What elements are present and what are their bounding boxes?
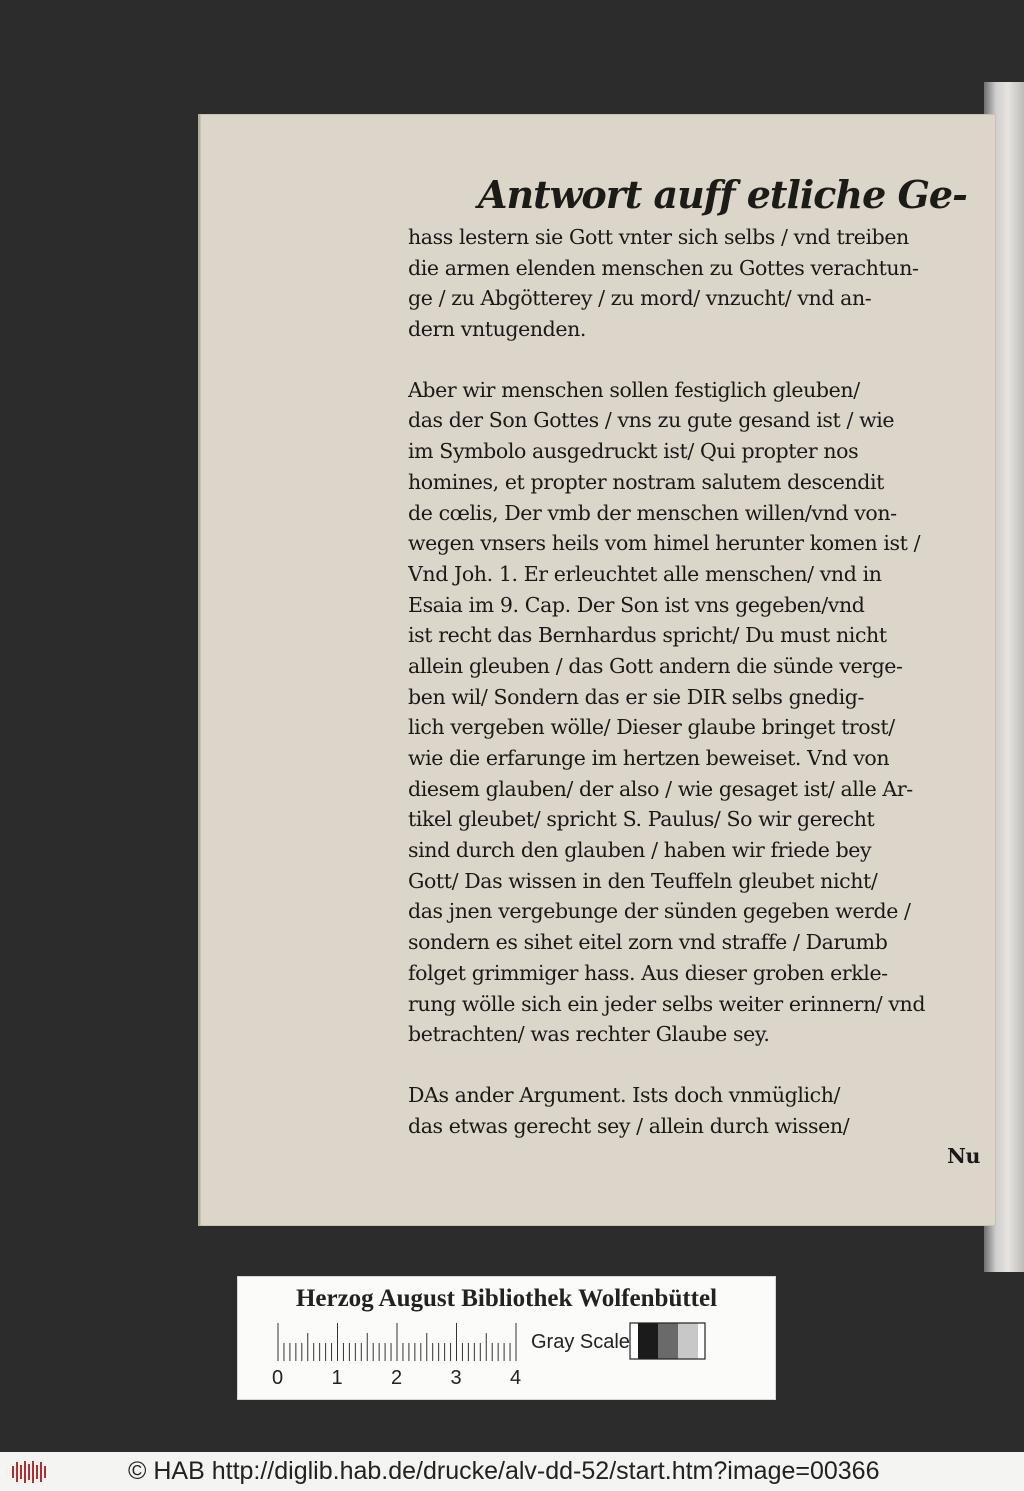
text-line: im Symbolo ausgedruckt ist/ Qui propter nos <box>408 439 859 464</box>
text-line: sind durch den glauben / haben wir friede bey <box>408 838 872 863</box>
text-line: betrachten/ was rechter Glaube sey. <box>408 1022 770 1047</box>
grayscale-label: Gray Scale <box>531 1331 630 1353</box>
text-line: wie die erfarunge im hertzen beweiset. Vnd von <box>408 746 890 770</box>
catchword: Nu <box>947 1144 980 1169</box>
grayscale-patch <box>678 1323 698 1359</box>
text-line: allein gleuben / das Gott andern die sünde verge- <box>408 653 903 678</box>
text-line: de cœlis, Der vmb der menschen willen/vnd von- <box>408 500 897 525</box>
text-line: sondern es sihet eitel zorn vnd straffe / Darumb <box>408 930 888 955</box>
ruler-number: 1 <box>331 1367 343 1389</box>
footer-bar <box>0 1452 1024 1491</box>
text-line: ge / zu Abgötterey / zu mord/ vnzucht/ vnd an- <box>408 286 872 311</box>
scale-card <box>237 1276 776 1400</box>
ruler-scale <box>238 1277 775 1399</box>
text-line: dern vntugenden. <box>408 317 587 342</box>
text-line: das jnen vergebunge der sünden gegeben werde / <box>408 899 911 924</box>
text-line: die armen elenden menschen zu Gottes verachtun- <box>408 255 919 280</box>
text-line: das etwas gerecht sey / allein durch wissen/ <box>408 1113 850 1138</box>
text-line: ben wil/ Sondern das er sie DIR selbs gnedig- <box>408 684 865 709</box>
running-header: Antwort auff etliche Ge- <box>478 172 967 217</box>
text-line: ist recht das Bernhardus spricht/ Du must nicht <box>408 623 887 648</box>
text-line: lich vergeben wölle/ Dieser glaube bringet trost/ <box>408 715 895 740</box>
text-line: DAs ander Argument. Ists doch vnmüglich/ <box>408 1082 841 1107</box>
text-line: Esaia im 9. Cap. Der Son ist vns gegeben/vnd <box>408 592 865 617</box>
text-line: Gott/ Das wissen in den Teuffeln gleubet nicht/ <box>408 868 878 893</box>
text-line: tikel gleubet/ spricht S. Paulus/ So wir gerecht <box>408 807 875 832</box>
ruler-number: 3 <box>450 1367 462 1389</box>
paragraph-gap <box>408 1050 980 1080</box>
library-name: Herzog August Bibliothek Wolfenbüttel <box>295 1285 718 1312</box>
text-line: homines, et propter nostram salutem descendit <box>408 469 885 494</box>
text-line: folget grimmiger hass. Aus dieser groben erkle- <box>408 960 888 985</box>
ruler-number: 4 <box>510 1367 522 1389</box>
text-line: Aber wir menschen sollen festiglich gleuben/ <box>408 377 860 402</box>
page-text-block <box>408 222 980 1172</box>
text-line: das der Son Gottes / vns zu gute gesand ist / wie <box>408 408 895 433</box>
citation-link[interactable]: © HAB http://diglib.hab.de/drucke/alv-dd-52/start.htm?image=00366 <box>128 1457 880 1485</box>
text-line: hass lestern sie Gott vnter sich selbs / vnd treiben <box>408 225 909 249</box>
paragraph-gap <box>408 345 980 375</box>
grayscale-patch <box>630 1323 638 1359</box>
grayscale-patch <box>638 1323 658 1359</box>
hab-logo-icon <box>12 1460 48 1484</box>
ruler-number: 2 <box>391 1367 403 1389</box>
text-line: diesem glauben/ der also / wie gesaget ist/ alle Ar- <box>408 776 913 801</box>
text-line: wegen vnsers heils vom himel herunter komen ist / <box>408 531 921 556</box>
text-line: rung wölle sich ein jeder selbs weiter erinnern/ vnd <box>408 991 926 1016</box>
text-line: Vnd Joh. 1. Er erleuchtet alle menschen/ vnd in <box>408 561 882 586</box>
grayscale-patch <box>658 1323 678 1359</box>
grayscale-patch <box>698 1323 705 1359</box>
ruler-number: 0 <box>272 1367 284 1389</box>
